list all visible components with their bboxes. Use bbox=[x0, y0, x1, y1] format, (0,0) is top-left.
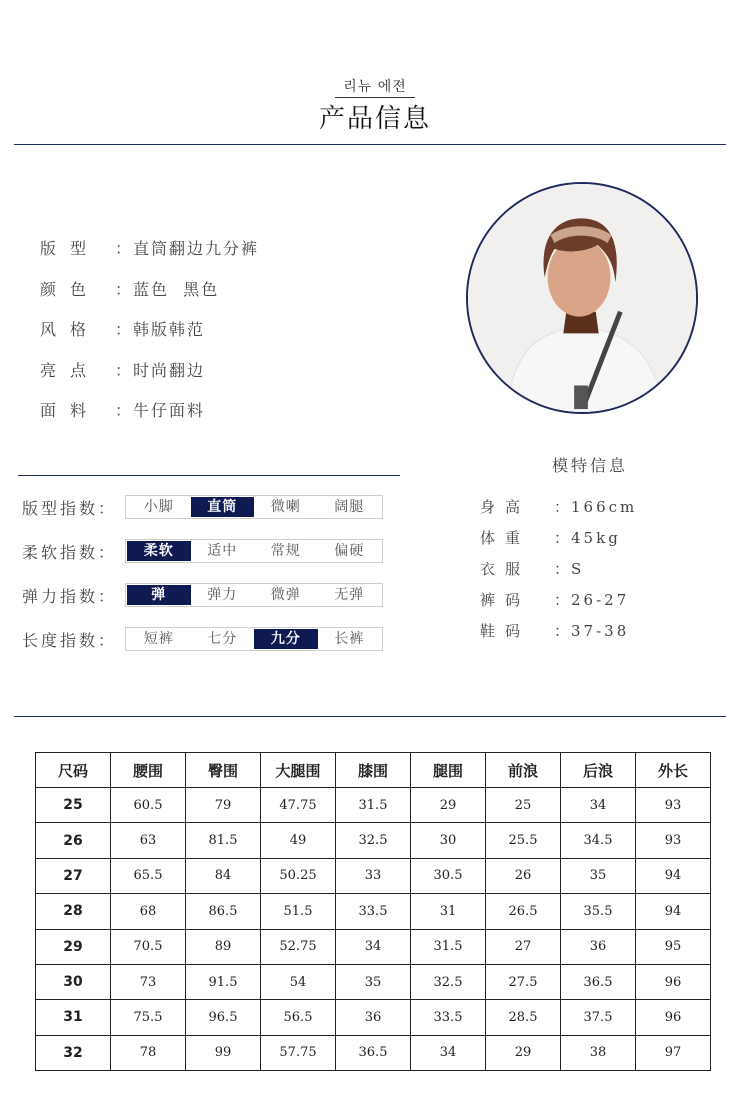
measure-cell: 52.75 bbox=[261, 929, 336, 964]
measure-cell: 35.5 bbox=[561, 894, 636, 929]
size-cell: 28 bbox=[36, 894, 111, 929]
measure-cell: 91.5 bbox=[186, 964, 261, 999]
measure-cell: 36 bbox=[561, 929, 636, 964]
index-divider bbox=[18, 475, 400, 476]
measure-cell: 33.5 bbox=[336, 894, 411, 929]
measure-cell: 63 bbox=[111, 823, 186, 858]
column-header: 膝围 bbox=[336, 753, 411, 788]
measure-cell: 93 bbox=[636, 823, 711, 858]
info-value: 韩版韩范 bbox=[133, 320, 206, 339]
measure-cell: 27 bbox=[486, 929, 561, 964]
info-value: 牛仔面料 bbox=[133, 401, 206, 420]
measure-cell: 96 bbox=[636, 964, 711, 999]
model-value: 37-38 bbox=[571, 622, 630, 640]
column-header: 尺码 bbox=[36, 753, 111, 788]
index-scale bbox=[125, 583, 383, 607]
index-option-selected: 直筒 bbox=[191, 497, 255, 517]
index-label: 版型指数： bbox=[22, 499, 118, 518]
measure-cell: 36.5 bbox=[336, 1035, 411, 1070]
table-row bbox=[36, 788, 711, 823]
size-cell: 30 bbox=[36, 964, 111, 999]
measure-cell: 99 bbox=[186, 1035, 261, 1070]
measure-cell: 37.5 bbox=[561, 1000, 636, 1035]
page-title: 产品信息 bbox=[318, 104, 431, 134]
measure-cell: 32.5 bbox=[411, 964, 486, 999]
index-label: 弹力指数： bbox=[22, 587, 118, 606]
index-option: 短裤 bbox=[143, 631, 174, 647]
index-option: 偏硬 bbox=[334, 543, 365, 559]
info-key: 颜色 bbox=[40, 279, 101, 299]
index-option: 微弹 bbox=[270, 587, 301, 603]
measure-cell: 95 bbox=[636, 929, 711, 964]
model-portrait-illustration bbox=[468, 184, 696, 412]
size-cell: 25 bbox=[36, 788, 111, 823]
column-header: 后浪 bbox=[561, 753, 636, 788]
measure-cell: 84 bbox=[186, 858, 261, 893]
table-body bbox=[36, 788, 711, 1071]
size-cell: 27 bbox=[36, 858, 111, 893]
product-info-row: 亮点 ：时尚翻边 bbox=[40, 358, 259, 399]
measure-cell: 47.75 bbox=[261, 788, 336, 823]
model-value: 45kg bbox=[571, 529, 621, 547]
model-key: 裤码 bbox=[480, 591, 531, 609]
model-key: 身高 bbox=[480, 498, 531, 516]
model-info-row: 裤码 ：26-27 bbox=[480, 591, 630, 609]
measure-cell: 96 bbox=[636, 1000, 711, 1035]
index-option: 无弹 bbox=[334, 587, 365, 603]
table-header-row bbox=[36, 753, 711, 788]
measure-cell: 31 bbox=[411, 894, 486, 929]
table-row bbox=[36, 1035, 711, 1070]
column-header: 腰围 bbox=[111, 753, 186, 788]
measure-cell: 25.5 bbox=[486, 823, 561, 858]
model-photo bbox=[466, 182, 698, 414]
model-key: 鞋码 bbox=[480, 622, 531, 640]
index-option: 弹力 bbox=[207, 587, 238, 603]
info-key: 亮点 bbox=[40, 360, 101, 380]
product-info-row: 颜色 ：蓝色 黑色 bbox=[40, 277, 259, 318]
measure-cell: 25 bbox=[486, 788, 561, 823]
measure-cell: 36 bbox=[336, 1000, 411, 1035]
info-value: 蓝色 黑色 bbox=[133, 279, 220, 299]
table-row bbox=[36, 823, 711, 858]
measure-cell: 73 bbox=[111, 964, 186, 999]
model-info-row: 鞋码 ：37-38 bbox=[480, 622, 630, 640]
table-divider bbox=[14, 716, 726, 717]
measure-cell: 26 bbox=[486, 858, 561, 893]
model-info-row: 身高 ：166cm bbox=[480, 498, 638, 516]
model-info-row: 体重 ：45kg bbox=[480, 529, 621, 547]
measure-cell: 50.25 bbox=[261, 858, 336, 893]
index-option: 常规 bbox=[270, 543, 301, 559]
column-header: 腿围 bbox=[411, 753, 486, 788]
brand-name: 리뉴 에젼 bbox=[343, 79, 407, 95]
model-value: S bbox=[571, 560, 585, 578]
measure-cell: 70.5 bbox=[111, 929, 186, 964]
model-info-title: 模特信息 bbox=[551, 456, 628, 475]
size-table bbox=[35, 752, 711, 1071]
measure-cell: 33.5 bbox=[411, 1000, 486, 1035]
measure-cell: 26.5 bbox=[486, 894, 561, 929]
index-scale bbox=[125, 627, 383, 651]
column-header: 前浪 bbox=[486, 753, 561, 788]
index-label: 长度指数： bbox=[22, 631, 118, 650]
info-key: 风格 bbox=[40, 320, 101, 339]
measure-cell: 93 bbox=[636, 788, 711, 823]
model-key: 体重 bbox=[480, 529, 531, 547]
measure-cell: 54 bbox=[261, 964, 336, 999]
measure-cell: 34.5 bbox=[561, 823, 636, 858]
measure-cell: 75.5 bbox=[111, 1000, 186, 1035]
measure-cell: 57.75 bbox=[261, 1035, 336, 1070]
measure-cell: 68 bbox=[111, 894, 186, 929]
measure-cell: 86.5 bbox=[186, 894, 261, 929]
index-option: 适中 bbox=[207, 543, 238, 559]
table-row bbox=[36, 894, 711, 929]
measure-cell: 89 bbox=[186, 929, 261, 964]
product-info-row: 版型 ：直筒翻边九分裤 bbox=[40, 236, 259, 277]
measure-cell: 28.5 bbox=[486, 1000, 561, 1035]
measure-cell: 81.5 bbox=[186, 823, 261, 858]
model-value: 26-27 bbox=[571, 591, 630, 609]
measure-cell: 29 bbox=[486, 1035, 561, 1070]
measure-cell: 65.5 bbox=[111, 858, 186, 893]
index-label: 柔软指数： bbox=[22, 543, 118, 562]
index-option: 微喇 bbox=[270, 499, 301, 515]
index-scale bbox=[125, 539, 383, 563]
measure-cell: 34 bbox=[336, 929, 411, 964]
measure-cell: 79 bbox=[186, 788, 261, 823]
measure-cell: 32.5 bbox=[336, 823, 411, 858]
product-info-row: 面料 ：牛仔面料 bbox=[40, 398, 259, 439]
model-key: 衣服 bbox=[480, 560, 531, 578]
size-cell: 31 bbox=[36, 1000, 111, 1035]
table-row bbox=[36, 964, 711, 999]
measure-cell: 31.5 bbox=[411, 929, 486, 964]
measure-cell: 51.5 bbox=[261, 894, 336, 929]
info-key: 面料 bbox=[40, 401, 101, 420]
measure-cell: 27.5 bbox=[486, 964, 561, 999]
measure-cell: 97 bbox=[636, 1035, 711, 1070]
index-option: 长裤 bbox=[334, 631, 365, 647]
index-scale bbox=[125, 495, 383, 519]
column-header: 臀围 bbox=[186, 753, 261, 788]
product-info-row: 风格 ：韩版韩范 bbox=[40, 317, 259, 358]
info-value: 时尚翻边 bbox=[133, 360, 206, 380]
column-header: 大腿围 bbox=[261, 753, 336, 788]
table-row bbox=[36, 1000, 711, 1035]
measure-cell: 31.5 bbox=[336, 788, 411, 823]
measure-cell: 49 bbox=[261, 823, 336, 858]
measure-cell: 36.5 bbox=[561, 964, 636, 999]
measure-cell: 35 bbox=[561, 858, 636, 893]
model-info-row: 衣服 ：S bbox=[480, 560, 585, 578]
measure-cell: 34 bbox=[411, 1035, 486, 1070]
index-option: 阔腿 bbox=[334, 499, 365, 515]
measure-cell: 94 bbox=[636, 894, 711, 929]
info-value: 直筒翻边九分裤 bbox=[133, 239, 260, 258]
measure-cell: 30 bbox=[411, 823, 486, 858]
table-row bbox=[36, 929, 711, 964]
index-option: 小脚 bbox=[143, 499, 174, 515]
info-key: 版型 bbox=[40, 239, 101, 258]
measure-cell: 30.5 bbox=[411, 858, 486, 893]
size-cell: 32 bbox=[36, 1035, 111, 1070]
index-option-selected: 弹 bbox=[127, 585, 191, 605]
size-cell: 26 bbox=[36, 823, 111, 858]
measure-cell: 38 bbox=[561, 1035, 636, 1070]
measure-cell: 35 bbox=[336, 964, 411, 999]
measure-cell: 60.5 bbox=[111, 788, 186, 823]
measure-cell: 56.5 bbox=[261, 1000, 336, 1035]
measure-cell: 94 bbox=[636, 858, 711, 893]
measure-cell: 33 bbox=[336, 858, 411, 893]
index-option-selected: 柔软 bbox=[127, 541, 191, 561]
product-info-list bbox=[40, 236, 259, 439]
index-option-selected: 九分 bbox=[254, 629, 318, 649]
table-row bbox=[36, 858, 711, 893]
column-header: 外长 bbox=[636, 753, 711, 788]
measure-cell: 34 bbox=[561, 788, 636, 823]
measure-cell: 78 bbox=[111, 1035, 186, 1070]
size-cell: 29 bbox=[36, 929, 111, 964]
model-info-list bbox=[480, 496, 637, 651]
index-option: 七分 bbox=[207, 631, 238, 647]
measure-cell: 96.5 bbox=[186, 1000, 261, 1035]
measure-cell: 29 bbox=[411, 788, 486, 823]
top-divider bbox=[14, 144, 726, 145]
model-value: 166cm bbox=[571, 498, 638, 516]
